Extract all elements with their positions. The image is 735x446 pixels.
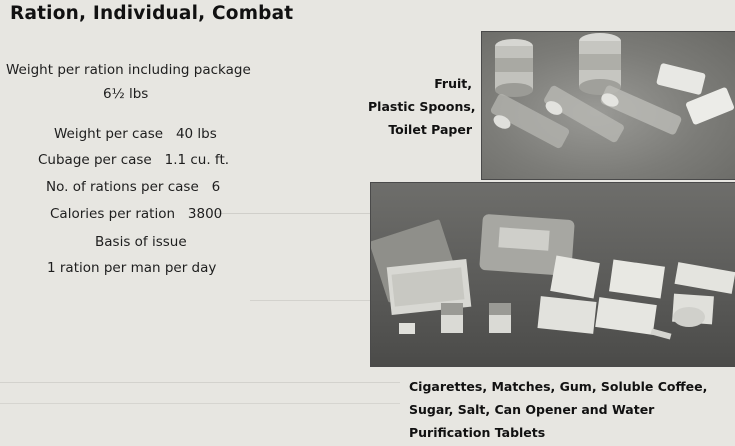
weight-per-ration-value: 6½ lbs [103,86,149,102]
caption-fruit: Fruit, [434,76,472,91]
cubage-per-case: Cubage per case 1.1 cu. ft. [38,152,230,168]
bottom-photo-caption [409,375,733,444]
top-photo-caption [368,72,476,141]
page-title: Ration, Individual, Combat [10,3,294,24]
calories-per-ration: Calories per ration 3800 [50,206,223,222]
caption-line-2: Sugar, Salt, Can Opener and Water [409,402,655,417]
basis-of-issue-value: 1 ration per man per day [47,260,217,276]
caption-spoons: Plastic Spoons, [368,99,476,114]
fruit-spoons-photo [481,31,735,180]
caption-toilet-paper: Toilet Paper [388,122,472,137]
rations-per-case: No. of rations per case 6 [46,179,221,195]
accessory-packet-illustration [371,183,735,366]
accessory-packet-photo [370,182,735,367]
bleed-through-line [0,382,400,383]
caption-line-1: Cigarettes, Matches, Gum, Soluble Coffee, [409,379,708,394]
weight-per-case: Weight per case 40 lbs [54,126,217,142]
weight-per-ration-label: Weight per ration including package [6,62,251,78]
basis-of-issue-label: Basis of issue [95,234,187,250]
fruit-spoons-illustration [482,32,735,179]
bleed-through-line [0,403,400,404]
caption-line-3: Purification Tablets [409,425,546,440]
